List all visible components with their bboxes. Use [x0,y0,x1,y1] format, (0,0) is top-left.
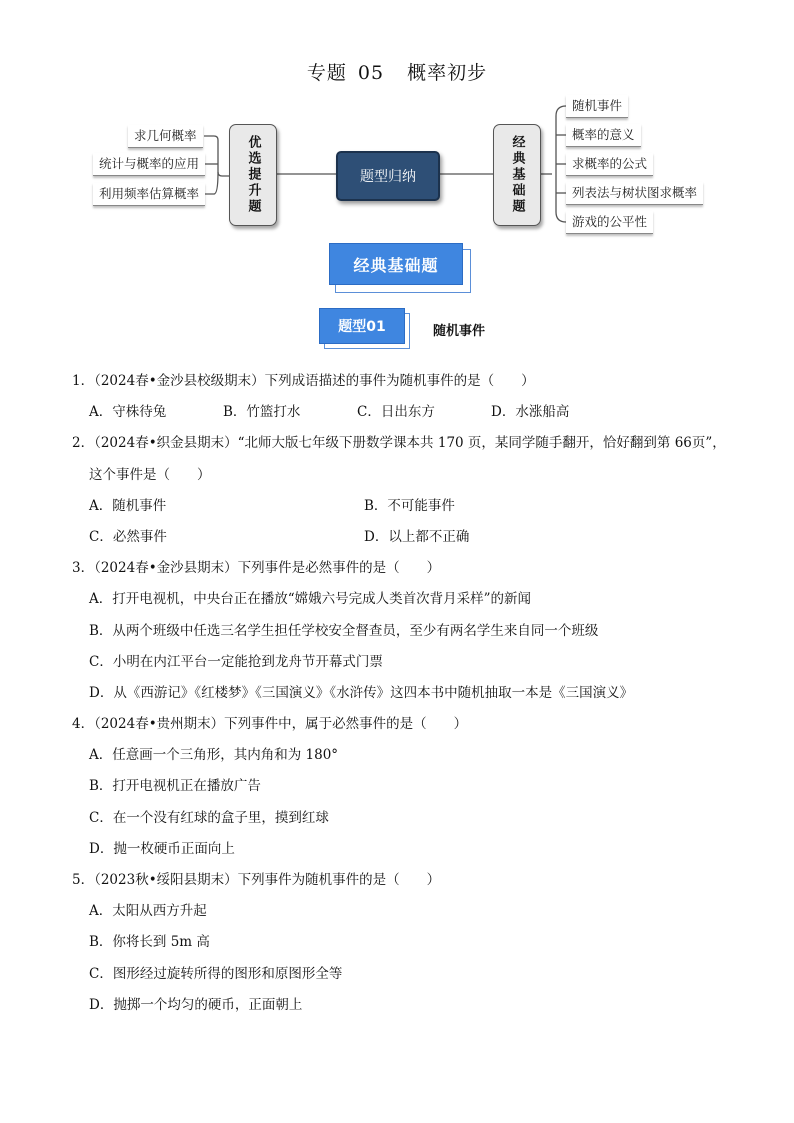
mindmap-group-advanced: 优选提升题 [229,124,277,226]
option: D．抛一枚硬币正面向上 [89,840,235,857]
question-stem: 2．（2024春•织金县期末）“北师大版七年级下册数学课本共 170 页，某同学随手翻开，恰好翻到第 66页”， [72,435,726,452]
option: A．随机事件 [89,497,167,514]
question-options [72,397,732,428]
mind-map [0,0,794,240]
option: B．竹篮打水 [223,404,301,421]
option: A．太阳从西方升起 [89,903,207,920]
option: B．不可能事件 [364,497,455,514]
option: B．你将长到 5m 高 [89,934,210,951]
title-prefix: 专题 [306,62,347,84]
mindmap-leaf-statistics-application: 统计与概率的应用 [93,153,205,176]
option: B．从两个班级中任选三名学生担任学校安全督查员，至少有两名学生来自同一个班级 [89,622,599,639]
question-stem: 4．（2024春•贵州期末）下列事件中，属于必然事件的是（ ） [72,716,468,733]
mindmap-center-node: 题型归纳 [336,151,440,201]
option: C．小明在内江平台一定能抢到龙舟节开幕式门票 [89,653,383,670]
option: A．守株待兔 [89,404,167,421]
question-options [72,522,732,553]
mindmap-group-basic: 经典基础题 [493,124,541,226]
option: A．打开电视机，中央台正在播放“嫦娥六号完成人类首次背月采样”的新闻 [89,591,532,608]
question-stem-continued: 这个事件是（ ） [89,466,211,483]
title-number: 05 [357,62,385,84]
mindmap-leaf-probability-formula: 求概率的公式 [566,153,653,176]
mindmap-leaf-frequency-estimate: 利用频率估算概率 [93,183,205,206]
option: D．水涨船高 [491,404,570,421]
mindmap-leaf-table-tree: 列表法与树状图求概率 [566,182,703,205]
mindmap-leaf-random-event: 随机事件 [566,95,628,118]
type-tag [319,308,409,348]
section-banner-label: 经典基础题 [329,243,463,285]
option: C．在一个没有红球的盒子里，摸到红球 [89,809,329,826]
option: D．以上都不正确 [364,528,470,545]
option: C．必然事件 [89,528,167,545]
option: D．抛掷一个均匀的硬币，正面朝上 [89,996,303,1013]
option: B．打开电视机正在播放广告 [89,778,261,795]
option: A．任意画一个三角形，其内角和为 180° [89,747,339,764]
option: C．日出东方 [357,404,435,421]
mindmap-leaf-probability-meaning: 概率的意义 [566,124,641,147]
question-list [72,366,732,1021]
option: C．图形经过旋转所得的图形和原图形全等 [89,965,343,982]
question-stem: 3．（2024春•金沙县期末）下列事件是必然事件的是（ ） [72,560,441,577]
type-tag-badge: 题型01 [319,308,405,344]
type-tag-label: 随机事件 [433,324,486,339]
question-stem: 1．（2024春•金沙县校级期末）下列成语描述的事件为随机事件的是（ ） [72,373,535,389]
title-name: 概率初步 [407,62,488,84]
option: D．从《西游记》《红楼梦》《三国演义》《水浒传》这四本书中随机抽取一本是《三国演义》 [89,684,634,701]
mindmap-leaf-geometric-probability: 求几何概率 [128,125,203,148]
question-stem: 5．（2023秋•绥阳县期末）下列事件为随机事件的是（ ） [72,872,441,888]
question-options [72,491,732,522]
mindmap-leaf-game-fairness: 游戏的公平性 [566,211,653,234]
section-banner [329,243,469,291]
